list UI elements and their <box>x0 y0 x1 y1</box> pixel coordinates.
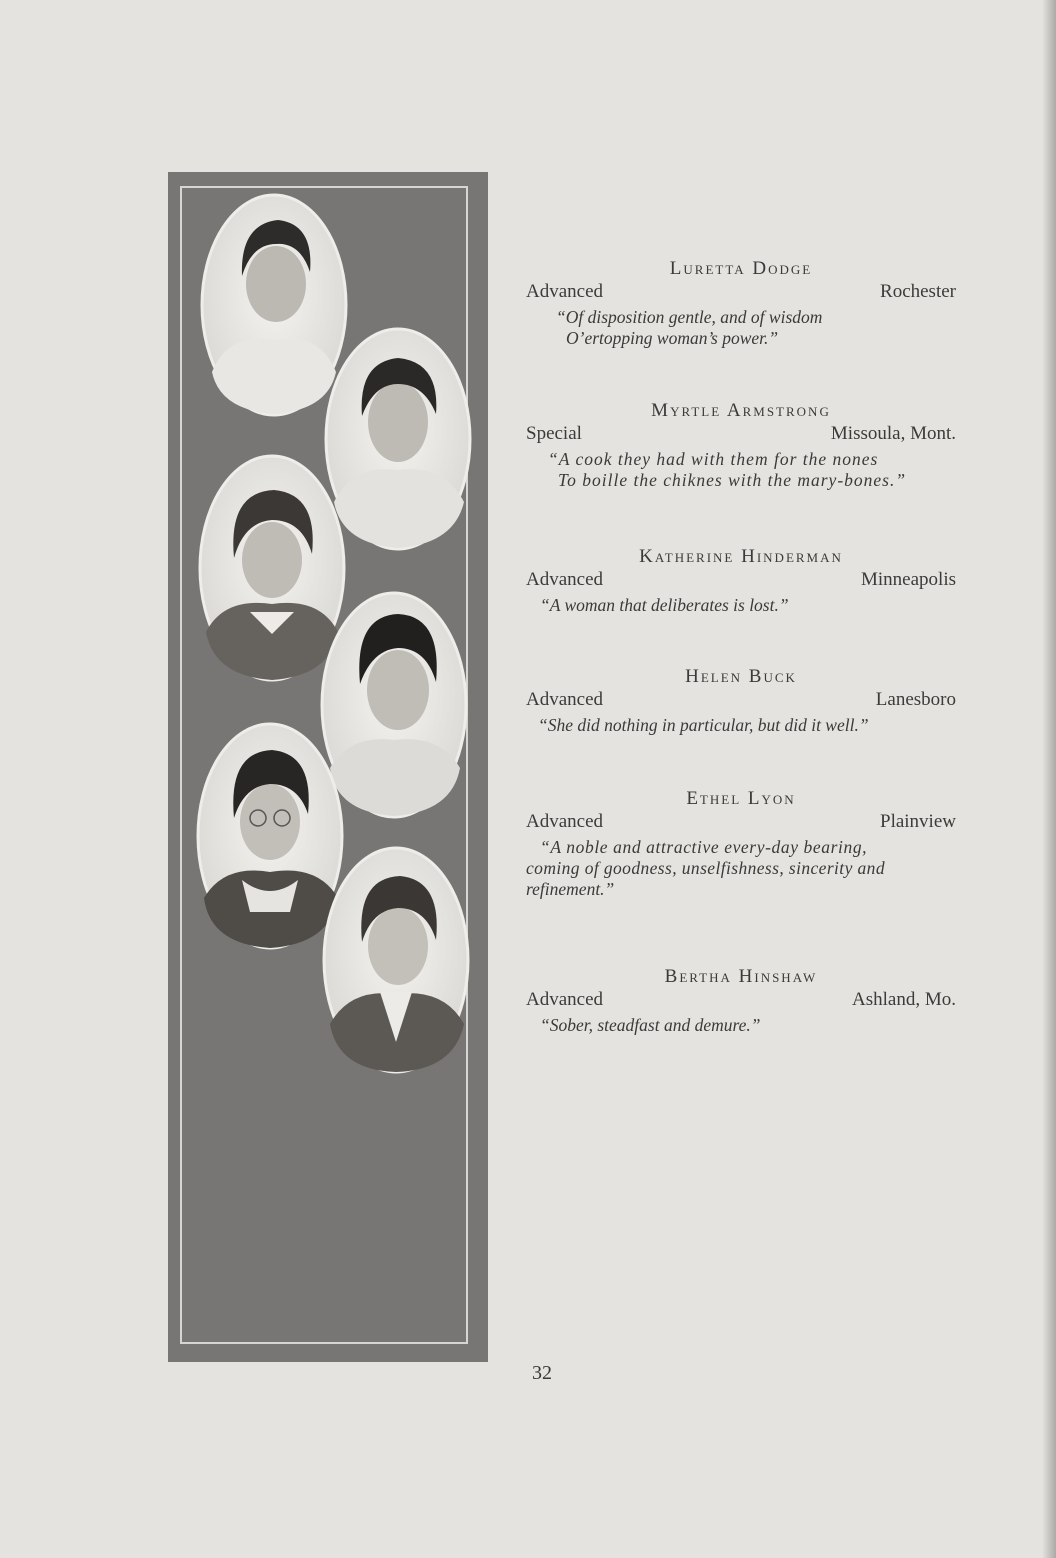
quote-line: O’ertopping woman’s power.” <box>566 328 779 348</box>
portrait-photos <box>168 172 488 1362</box>
quote <box>526 595 956 616</box>
student-name: Bertha Hinshaw <box>664 966 818 987</box>
quote-line: “She did nothing in particular, but did it well.” <box>538 715 869 735</box>
course-row <box>526 280 956 304</box>
course-row <box>526 422 956 446</box>
hometown-label: Plainview <box>880 811 956 832</box>
course-label: Advanced <box>526 281 604 302</box>
portrait-myrtle-armstrong <box>326 329 470 549</box>
quote <box>526 1015 956 1036</box>
course-label: Special <box>526 423 582 444</box>
quote-line: “Sober, steadfast and demure.” <box>540 1015 761 1035</box>
course-row <box>526 568 956 592</box>
entry-ethel-lyon <box>526 788 956 900</box>
student-name: Luretta Dodge <box>669 258 813 279</box>
portrait-helen-buck <box>322 593 466 817</box>
page-number: 32 <box>532 1362 552 1384</box>
quote-line: “Of disposition gentle, and of wisdom <box>556 307 823 327</box>
portrait-katherine-hinderman <box>200 456 344 680</box>
student-name: Ethel Lyon <box>686 788 796 809</box>
student-name: Katherine Hinderman <box>639 546 843 567</box>
course-label: Advanced <box>526 569 604 590</box>
entry-bertha-hinshaw <box>526 966 956 1036</box>
page-edge-shadow <box>1042 0 1056 1558</box>
portrait-bertha-hinshaw <box>324 848 468 1072</box>
entry-helen-buck <box>526 666 956 736</box>
portrait-luretta-dodge <box>202 195 346 415</box>
student-name: Helen Buck <box>685 666 797 687</box>
hometown-label: Rochester <box>880 281 956 302</box>
quote <box>526 715 956 736</box>
course-row <box>526 810 956 834</box>
course-row <box>526 988 956 1012</box>
quote-line: refinement.” <box>526 879 615 899</box>
quote-line: To boille the chiknes with the mary-bones.” <box>558 470 907 490</box>
student-name: Myrtle Armstrong <box>651 400 831 421</box>
quote-line: “A woman that deliberates is lost.” <box>540 595 789 615</box>
quote-line: “A noble and attractive every-day bearing, <box>540 837 868 857</box>
quote-line: “A cook they had with them for the nones <box>548 449 879 469</box>
course-label: Advanced <box>526 989 604 1010</box>
portrait-panel <box>168 172 488 1362</box>
entry-katherine-hinderman <box>526 546 956 616</box>
hometown-label: Minneapolis <box>861 569 956 590</box>
hometown-label: Missoula, Mont. <box>830 423 956 444</box>
hometown-label: Ashland, Mo. <box>852 989 956 1010</box>
course-label: Advanced <box>526 689 604 710</box>
hometown-label: Lanesboro <box>875 689 956 710</box>
quote-line: coming of goodness, unselfishness, sincerity and <box>526 858 885 878</box>
course-row <box>526 688 956 712</box>
course-label: Advanced <box>526 811 604 832</box>
quote <box>526 449 956 491</box>
quote <box>526 837 956 900</box>
entry-luretta-dodge <box>526 258 956 349</box>
portrait-ethel-lyon <box>198 724 342 948</box>
entry-myrtle-armstrong <box>526 400 956 491</box>
quote <box>526 307 956 349</box>
